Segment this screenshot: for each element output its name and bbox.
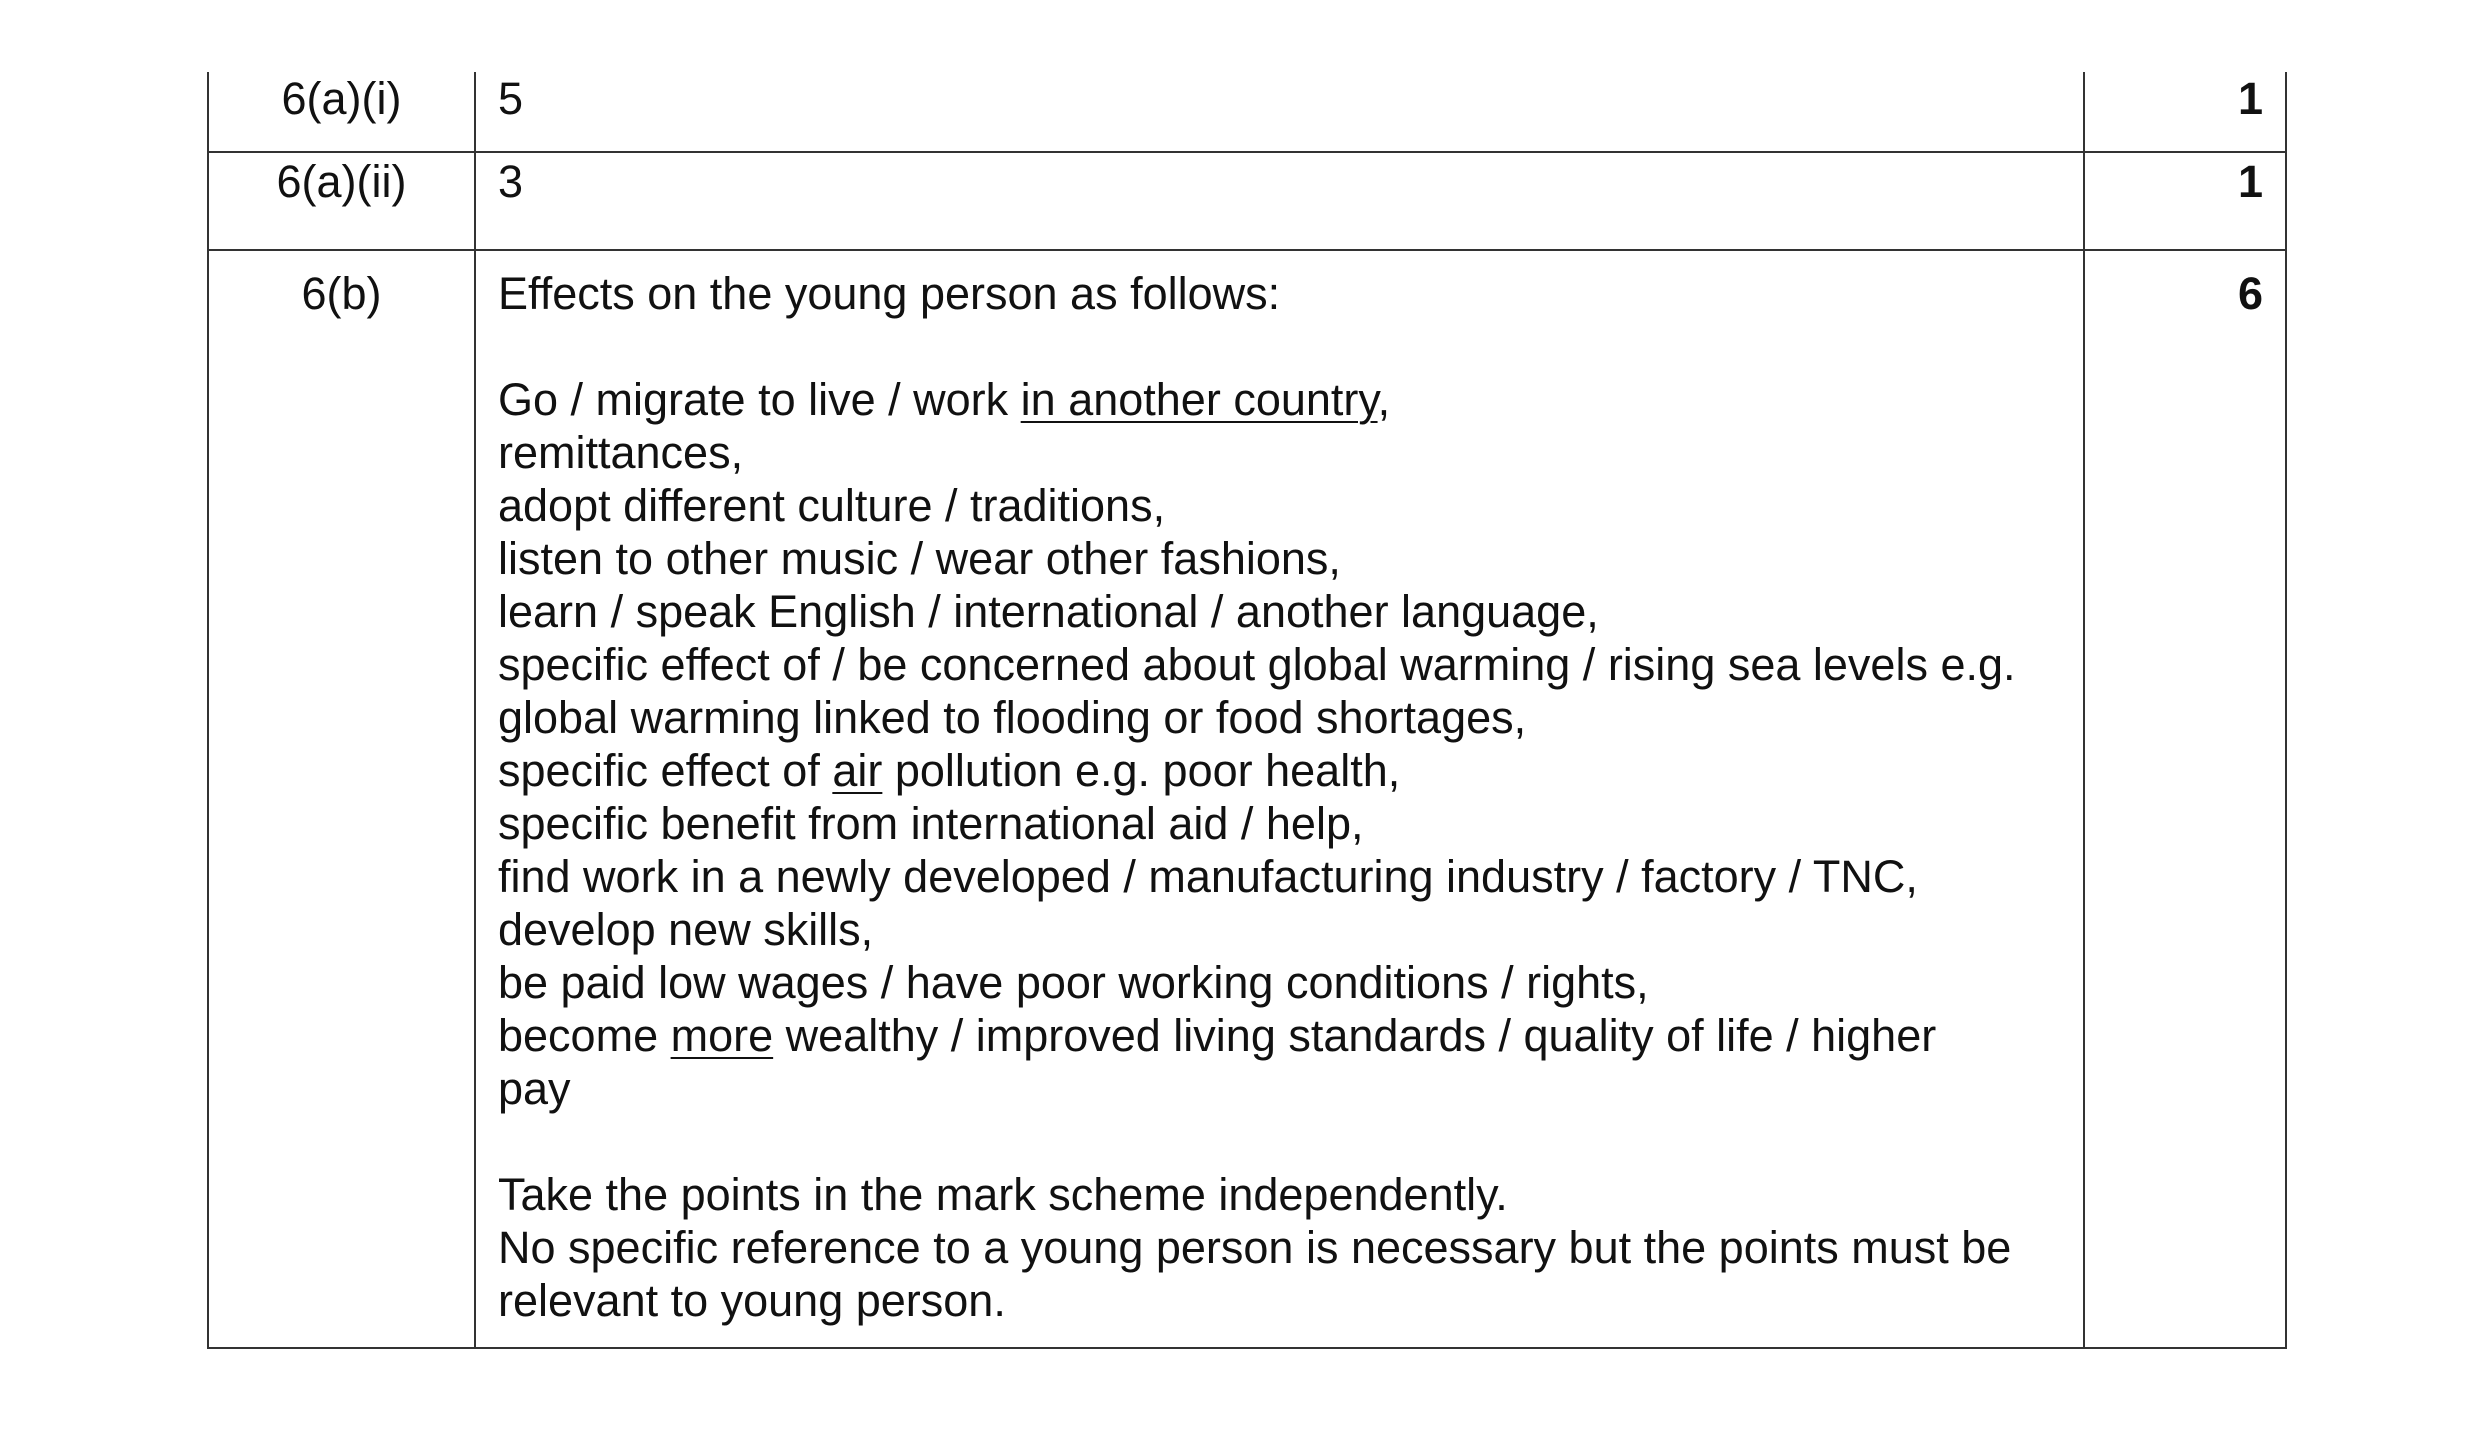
answer-point: find work in a newly developed / manufacturing industry / factory / TNC, <box>498 851 1918 902</box>
mark-scheme-table <box>207 72 2287 1349</box>
answer-cell <box>475 250 2084 1348</box>
spacer <box>498 320 2063 373</box>
answer-point: learn / speak English / international / another language, <box>498 586 1599 637</box>
answer-point: specific benefit from international aid / help, <box>498 798 1364 849</box>
marks-cell: 1 <box>2084 152 2286 250</box>
underlined-term: more <box>670 1010 774 1061</box>
underlined-term: in another country <box>1020 374 1378 425</box>
point-text: become <box>498 1010 671 1061</box>
point-text: pollution e.g. poor health, <box>882 745 1401 796</box>
table-row <box>208 152 2286 250</box>
answer-point-continued: global warming linked to flooding or food shortages, <box>498 692 1527 743</box>
marks-cell: 6 <box>2084 250 2286 1348</box>
underlined-term: air <box>832 745 883 796</box>
answer-cell: 5 <box>475 72 2084 152</box>
spacer <box>498 1115 2063 1168</box>
answer-point: develop new skills, <box>498 904 874 955</box>
table-row <box>208 72 2286 152</box>
marks-cell: 1 <box>2084 72 2286 152</box>
table-row <box>208 250 2286 1348</box>
answer-point: adopt different culture / traditions, <box>498 480 1166 531</box>
point-text: specific effect of <box>498 745 833 796</box>
guidance-note: No specific reference to a young person is necessary but the points must be <box>498 1222 2012 1273</box>
answer-point <box>498 373 2063 426</box>
answer-point: remittances, <box>498 427 744 478</box>
answer-point: listen to other music / wear other fashions, <box>498 533 1341 584</box>
question-number: 6(a)(ii) <box>208 152 475 250</box>
answer-point <box>498 1009 2063 1062</box>
answer-point-continued: pay <box>498 1063 571 1114</box>
answer-point: specific effect of / be concerned about global warming / rising sea levels e.g. <box>498 639 2016 690</box>
answer-point: be paid low wages / have poor working conditions / rights, <box>498 957 1649 1008</box>
guidance-note: Take the points in the mark scheme independently. <box>498 1169 1508 1220</box>
answer-point <box>498 744 2063 797</box>
question-number: 6(a)(i) <box>208 72 475 152</box>
point-text: wealthy / improved living standards / quality of life / higher <box>773 1010 1937 1061</box>
point-text: Go / migrate to live / work <box>498 374 1021 425</box>
question-number: 6(b) <box>208 250 475 1348</box>
guidance-note-continued: relevant to young person. <box>498 1275 1006 1326</box>
answer-intro: Effects on the young person as follows: <box>498 268 1281 319</box>
point-text: , <box>1377 374 1391 425</box>
answer-cell: 3 <box>475 152 2084 250</box>
